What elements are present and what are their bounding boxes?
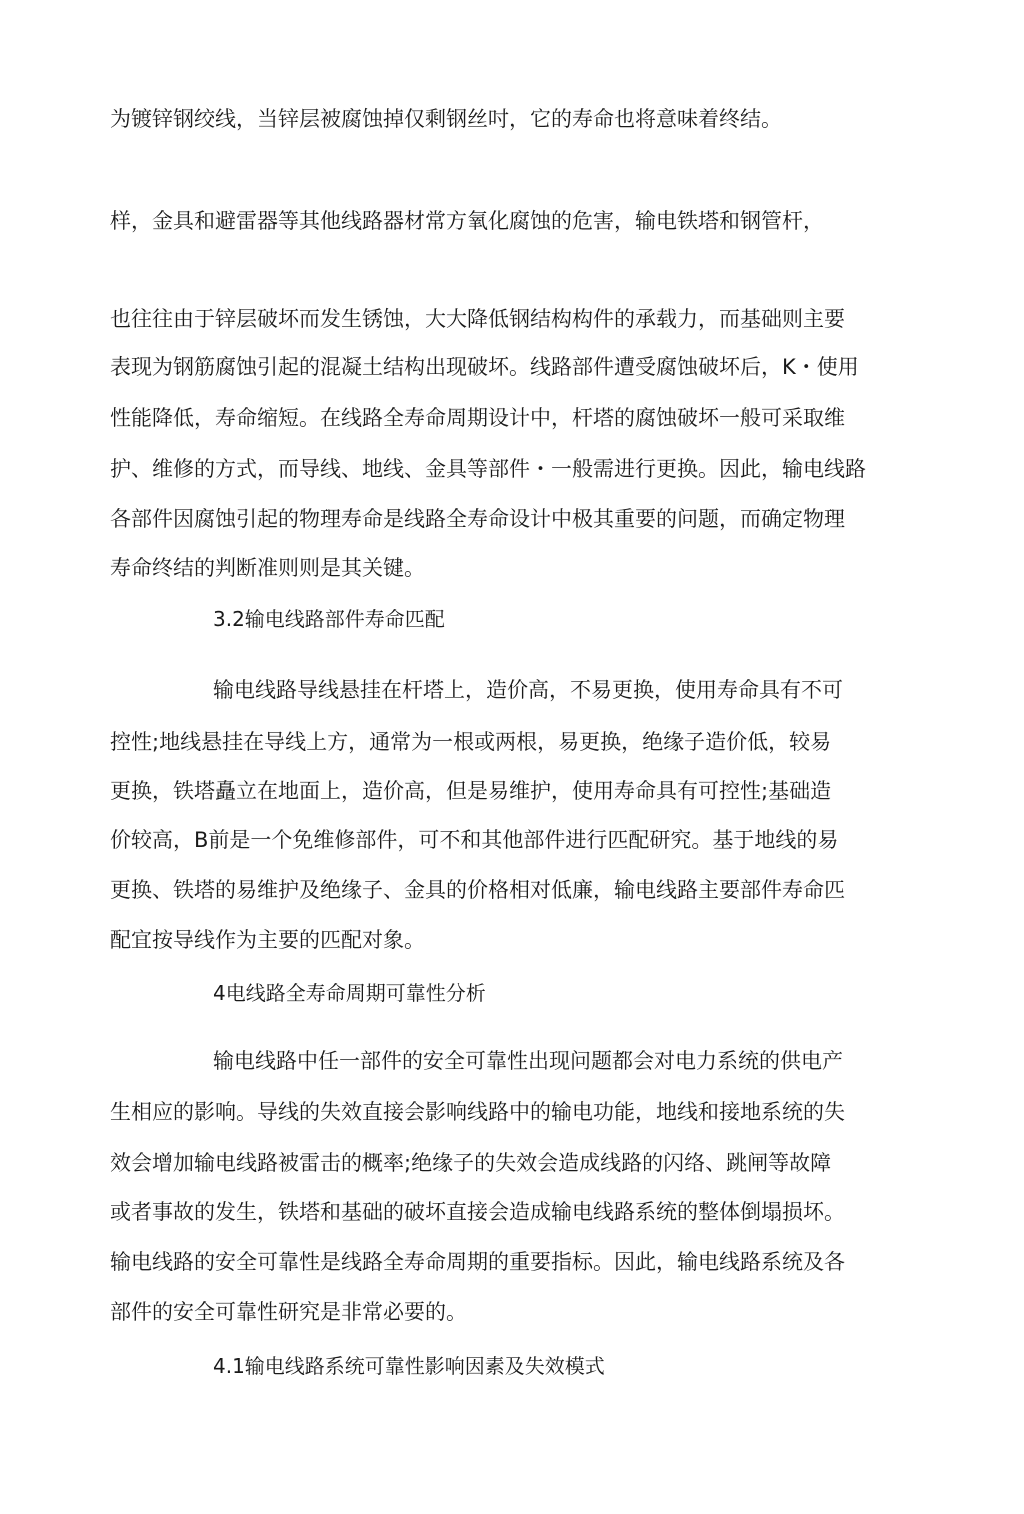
text-line: 更换，铁塔矗立在地面上，造价高，但是易维护，使用寿命具有可控性;基础造 — [110, 779, 832, 803]
text-line: 更换、铁塔的易维护及绝缘子、金具的价格相对低廉，输电线路主要部件寿命匹 — [110, 878, 845, 902]
text-line: 各部件因腐蚀引起的物理寿命是线路全寿命设计中极其重要的问题，而确定物理 — [110, 507, 845, 531]
text-line: 配宜按导线作为主要的匹配对象。 — [110, 928, 425, 952]
text-line: 价较高，B前是一个免维修部件，可不和其他部件进行匹配研究。基于地线的易 — [110, 828, 839, 852]
text-line: 样，金具和避雷器等其他线路器材常方氧化腐蚀的危害，输电铁塔和钢管杆， — [110, 209, 824, 233]
text-line: 护、维修的方式，而导线、地线、金具等部件・一般需进行更换。因此，输电线路 — [110, 457, 866, 481]
text-line: 部件的安全可靠性研究是非常必要的。 — [110, 1300, 467, 1324]
text-line: 性能降低，寿命缩短。在线路全寿命周期设计中，杆塔的腐蚀破坏一般可采取维 — [110, 406, 845, 430]
text-line: 生相应的影响。导线的失效直接会影响线路中的输电功能，地线和接地系统的失 — [110, 1100, 845, 1124]
section-heading: 4.1输电线路系统可靠性影响因素及失效模式 — [213, 1354, 605, 1378]
text-line: 输电线路导线悬挂在杆塔上，造价高，不易更换，使用寿命具有不可 — [213, 678, 843, 702]
text-line: 寿命终结的判断准则则是其关键。 — [110, 556, 425, 580]
text-line: 效会增加输电线路被雷击的概率;绝缘子的失效会造成线路的闪络、跳闸等故障 — [110, 1151, 832, 1175]
text-line: 输电线路中任一部件的安全可靠性出现问题都会对电力系统的供电产 — [213, 1049, 843, 1073]
text-line: 输电线路的安全可靠性是线路全寿命周期的重要指标。因此，输电线路系统及各 — [110, 1250, 845, 1274]
text-line: 表现为钢筋腐蚀引起的混凝土结构出现破坏。线路部件遭受腐蚀破坏后，K・使用 — [110, 355, 859, 379]
section-heading: 3.2输电线路部件寿命匹配 — [213, 607, 445, 631]
text-line: 控性;地线悬挂在导线上方，通常为一根或两根，易更换，绝缘子造价低，较易 — [110, 730, 832, 754]
section-heading: 4电线路全寿命周期可靠性分析 — [213, 981, 486, 1005]
text-line: 也往往由于锌层破坏而发生锈蚀，大大降低钢结构构件的承载力，而基础则主要 — [110, 307, 845, 331]
text-line: 或者事故的发生，铁塔和基础的破坏直接会造成输电线路系统的整体倒塌损坏。 — [110, 1200, 845, 1224]
text-line: 为镀锌钢绞线，当锌层被腐蚀掉仅剩钢丝吋，它的寿命也将意味着终结。 — [110, 107, 782, 131]
